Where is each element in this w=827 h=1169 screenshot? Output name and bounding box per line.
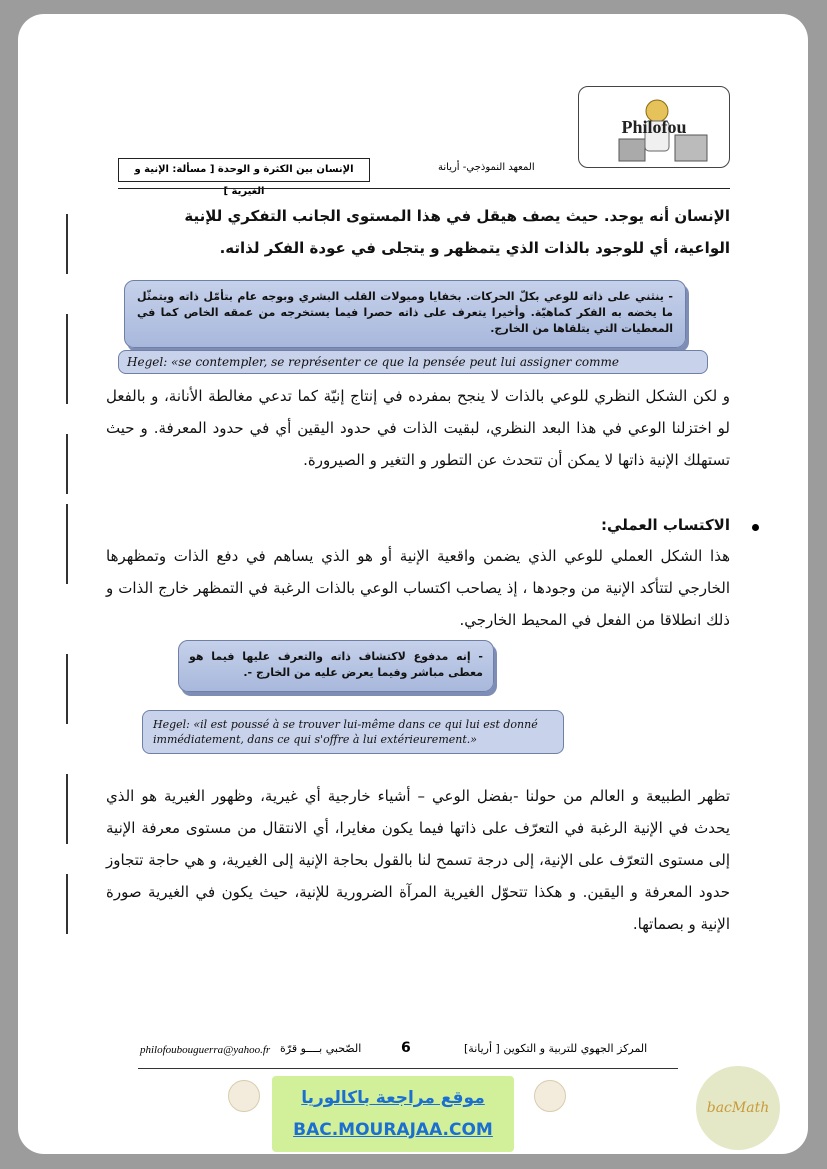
- margin-mark: [66, 874, 76, 934]
- author-name: الصّحبي بــــو قرّة: [280, 1042, 362, 1055]
- svg-text:Philofou: Philofou: [621, 117, 687, 137]
- center-name: المركز الجهوي للتربية و التكوين [ أريانة]: [464, 1042, 648, 1055]
- lesson-title-box: الإنسان بين الكثرة و الوحدة [ مسألة: الإنية و الغيرية ]: [118, 158, 370, 182]
- paragraph-1-line-1: الإنسان أنه يوجد. حيث يصف هيقل في هذا المستوى الجانب التفكري للإنية: [184, 207, 730, 225]
- paragraph-3: هذا الشكل العملي للوعي الذي يضمن واقعية الإنية أو هو الذي يساهم في دفع الذات وتمظهرها الخارجي لتتأكد الإنية من وجودها ، إذ يصاحب اكتساب الوعي بالذات الرغبة في التمظهر خارج الذات و ذلك انطلاقا من الفعل في المحيط الخارجي.: [106, 547, 730, 629]
- margin-mark: [66, 314, 76, 404]
- hegel-quote-2: Hegel: «il est poussé à se trouver lui-même dans ce qui lui est donné immédiatement, dans ce qui s'offre à lui extérieurement.»: [142, 710, 564, 754]
- banner-logo-right: [534, 1080, 566, 1112]
- margin-mark: [66, 504, 76, 584]
- banner-logo-left: [228, 1080, 260, 1112]
- quote-1-arabic: - ينثني على ذاته للوعي بكلّ الحركات. بخفايا وميولات القلب البشري وبوجه عام بتأمّل ذاته ويتمثّل ما يخضه به الفكر كماهيّة. وأخيرا يتعرف على ذاته حصرا فيما يستخرجه من عمقه الخاص كما في المعطيات التي يتلقاها من الخارج.: [137, 290, 673, 335]
- author-email: philofoubouguerra@yahoo.fr: [140, 1044, 271, 1056]
- document-page: [18, 14, 808, 1154]
- site-banner[interactable]: [272, 1076, 514, 1152]
- margin-mark: [66, 214, 76, 274]
- paragraph-2: و لكن الشكل النظري للوعي بالذات لا ينجح بمفرده في إنتاج إنيّة كما تدعي مغالطة الأنانة، و بالفعل لو اختزلنا الوعي في هذا البعد النظري، لبقيت الذات في حدود اليقين أي في حدود المعرفة. و حيث تستهلك الإنية ذاتها لا يمكن أن تتحدث عن التطور و التغير و الصيرورة.: [106, 387, 730, 469]
- banner-url[interactable]: BAC.MOURAJAA.COM: [293, 1120, 493, 1140]
- margin-mark: [66, 654, 76, 724]
- paragraph-1-line-2: الواعية، أي للوجود بالذات الذي يتمظهر و يتجلى في عودة الفكر لذاته.: [219, 239, 730, 257]
- banner-title[interactable]: موقع مراجعة باكالوريا: [301, 1088, 485, 1108]
- footer-rule: [138, 1068, 678, 1069]
- page-number: 6: [401, 1040, 411, 1056]
- paragraph-4: تظهر الطبيعة و العالم من حولنا -بفضل الوعي – أشياء خارجية أي غيرية، وظهور الغيرية هو الذي يحدث في الإنية الرغبة في التعرّف على ذاتها فيما يكون مغايرا، أي الانتقال من مستوى معرفة الإنية إلى مستوى التعرّف على الإنية، إلى درجة تسمح لنا بالقول بحاجة الإنية إلى الغيرية، و هي حاجة تتجاوز حدود المعرفة و اليقين. و هكذا تتحوّل الغيرية المرآة الضرورية للإنية، حيث يكون في الغيرية صورة الإنية و بصماتها.: [106, 787, 730, 933]
- margin-mark: [66, 434, 76, 494]
- philofou-logo: [578, 86, 730, 168]
- quote-callout-1: [124, 280, 686, 348]
- hegel-quote-1: Hegel: «se contempler, se représenter ce que la pensée peut lui assigner comme: [118, 350, 708, 374]
- quote-2-arabic: - إنه مدفوع لاكتشاف ذاته والتعرف عليها فيما هو معطى مباشر وفيما يعرض عليه من الخارج -.: [189, 650, 483, 679]
- school-name: المعهد النموذجي- أريانة: [438, 162, 535, 173]
- quote-callout-2: [178, 640, 494, 692]
- margin-mark: [66, 774, 76, 844]
- section-subheading: الاكتساب العملي:: [601, 516, 730, 534]
- bacmath-badge: bacMath: [696, 1066, 780, 1150]
- bullet-icon: [752, 524, 759, 531]
- header-rule: [118, 188, 730, 189]
